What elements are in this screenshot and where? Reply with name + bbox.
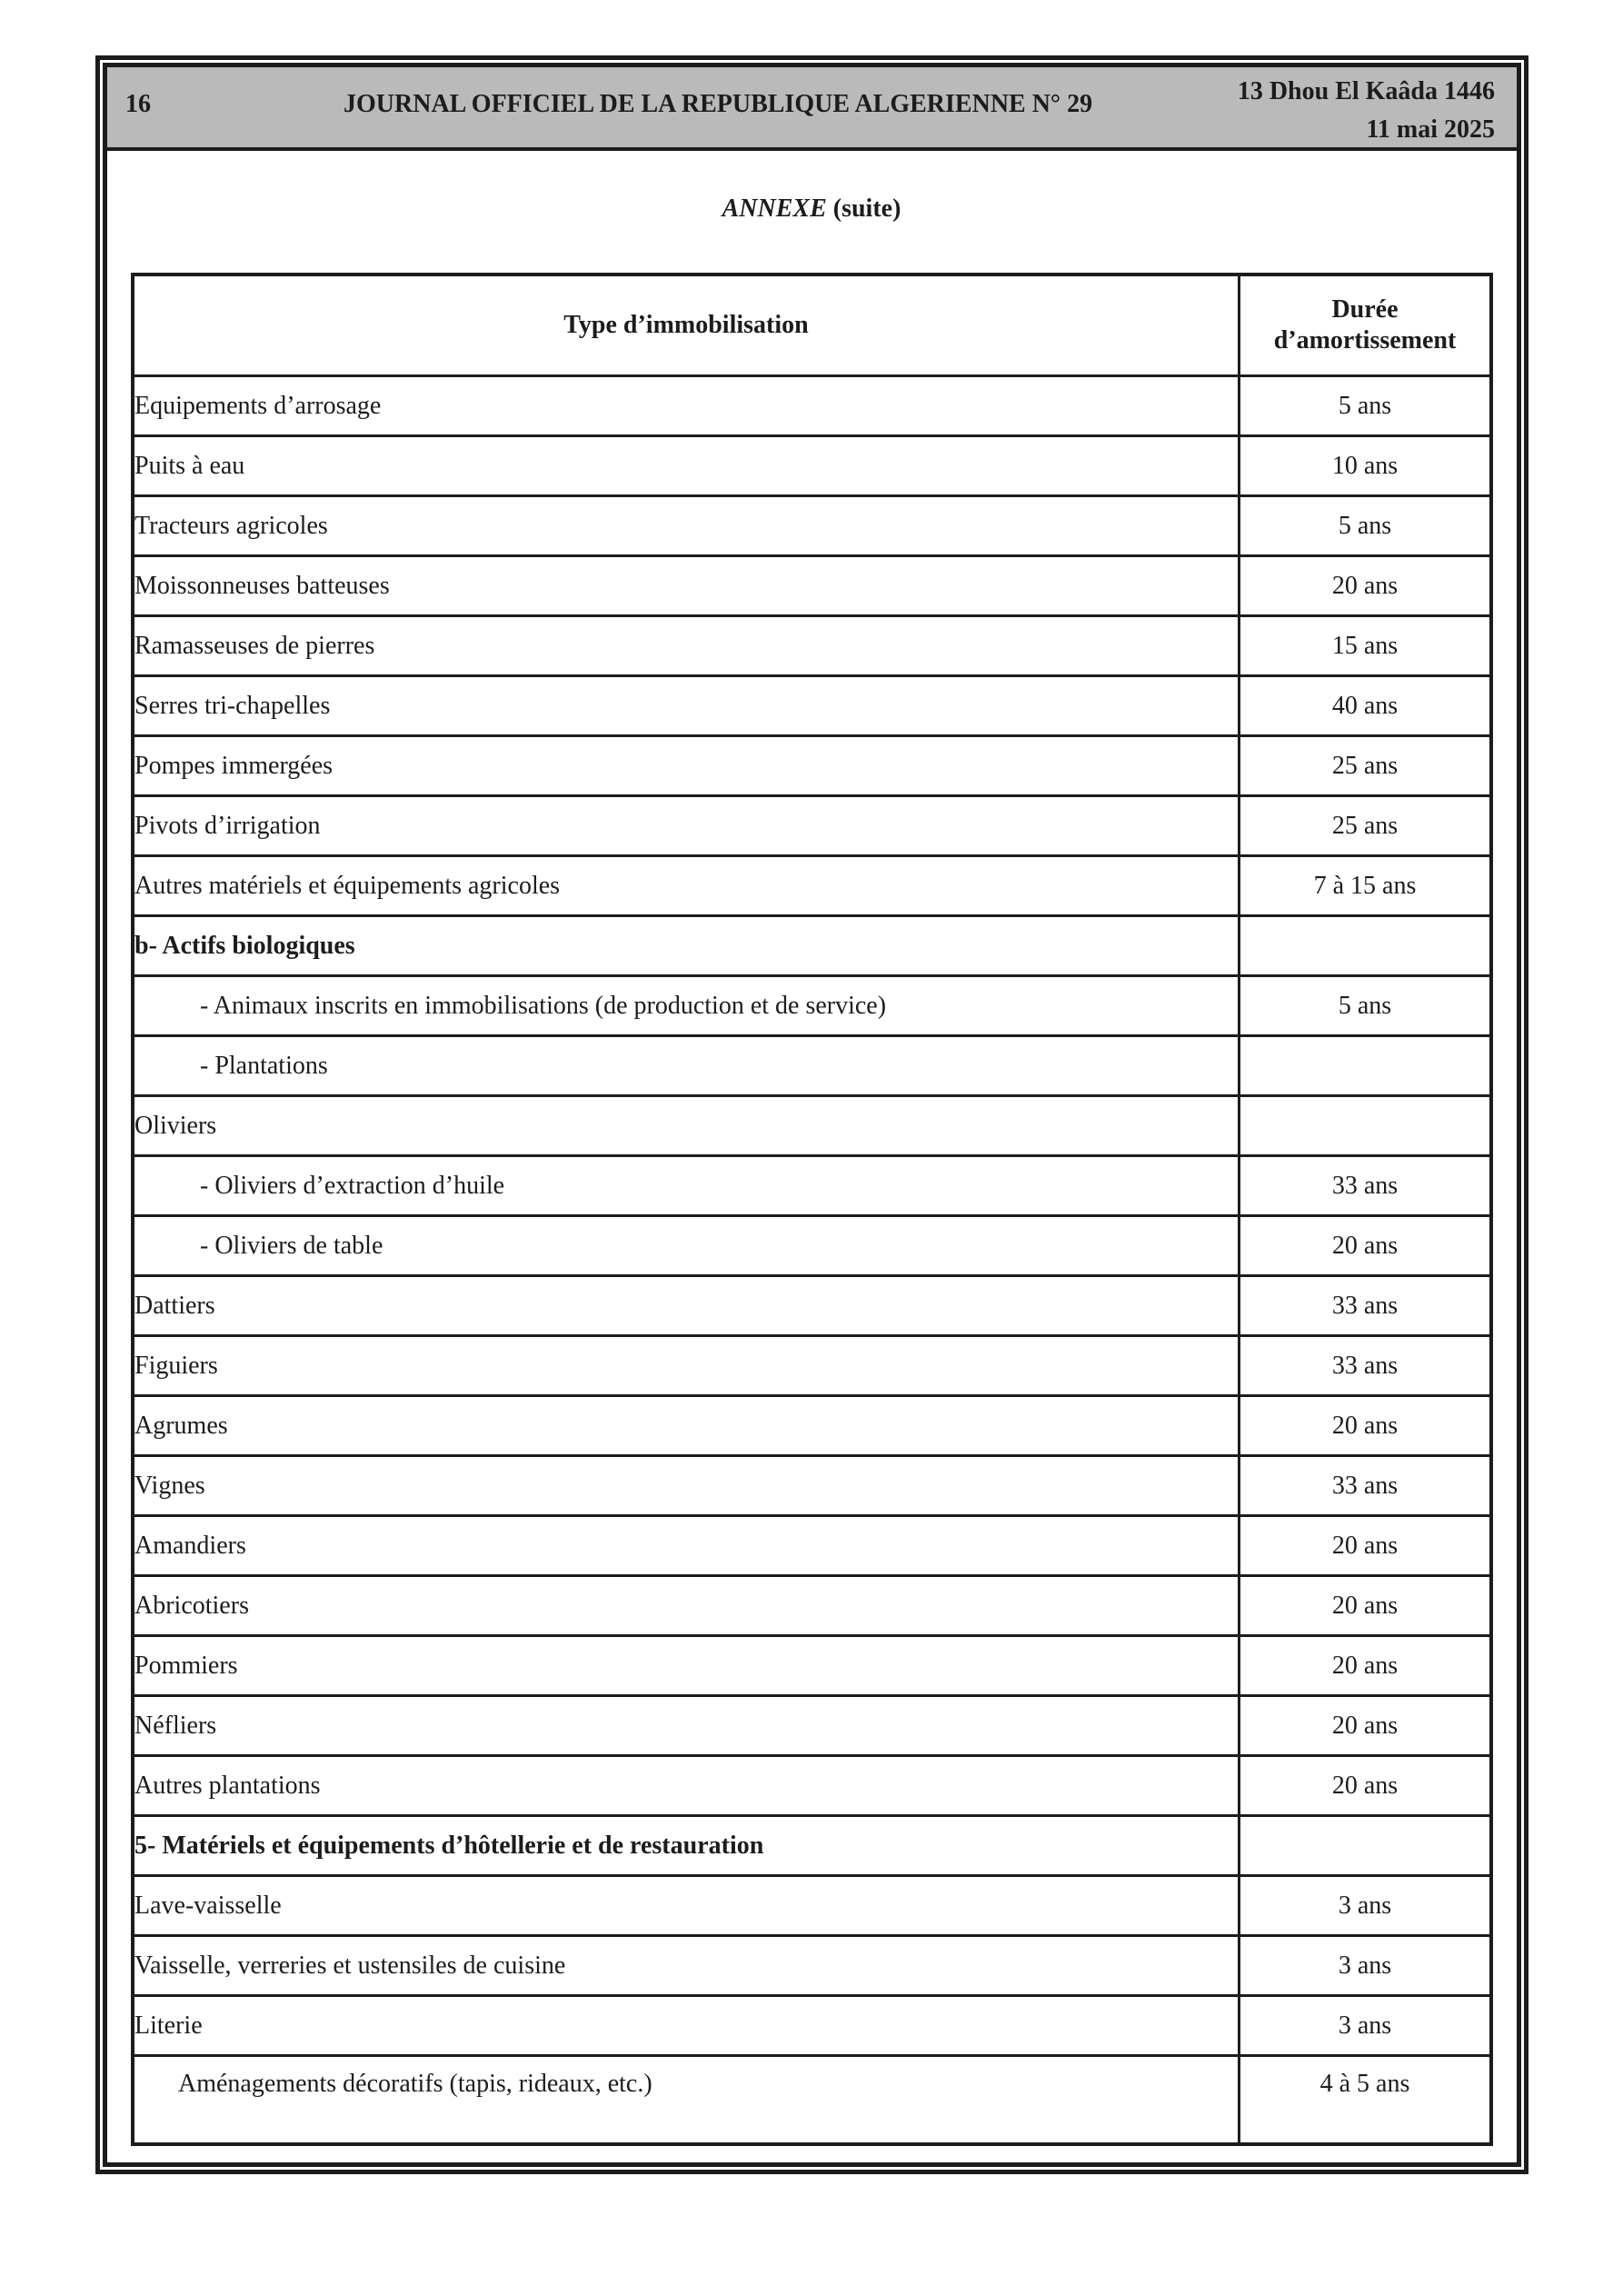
table-row [133, 1876, 1491, 1936]
row-type-cell: b- Actifs biologiques [133, 916, 1240, 976]
duree-line1: Durée [1331, 295, 1399, 324]
row-type-cell: Puits à eau [133, 436, 1240, 496]
row-type-cell: - Oliviers d’extraction d’huile [133, 1156, 1240, 1216]
row-duree-cell: 20 ans [1240, 1756, 1492, 1816]
table-row [133, 796, 1491, 856]
row-duree-cell [1240, 1096, 1492, 1156]
table-body [133, 376, 1491, 2145]
row-type-cell: Vaisselle, verreries et ustensiles de cuisine [133, 1936, 1240, 1996]
row-type-cell: Oliviers [133, 1096, 1240, 1156]
row-duree-cell: 25 ans [1240, 796, 1492, 856]
table-row [133, 1096, 1491, 1156]
table-row [133, 616, 1491, 676]
table-row [133, 1636, 1491, 1696]
row-type-cell: Figuiers [133, 1336, 1240, 1396]
table-row [133, 1696, 1491, 1756]
row-type-cell: Pompes immergées [133, 736, 1240, 796]
row-type-cell: Pommiers [133, 1636, 1240, 1696]
table-row [133, 1336, 1491, 1396]
row-type-cell: Autres matériels et équipements agricoles [133, 856, 1240, 916]
duree-line2: d’amortissement [1273, 326, 1457, 354]
row-type-cell: - Animaux inscrits en immobilisations (de production et de service) [133, 976, 1240, 1036]
row-duree-cell: 7 à 15 ans [1240, 856, 1492, 916]
table-row [133, 736, 1491, 796]
row-duree-cell: 25 ans [1240, 736, 1492, 796]
date-hijri: 13 Dhou El Kaâda 1446 [1237, 77, 1495, 105]
row-duree-cell: 5 ans [1240, 976, 1492, 1036]
row-type-cell: Dattiers [133, 1276, 1240, 1336]
depreciation-table [131, 273, 1493, 2146]
row-type-cell: Amandiers [133, 1516, 1240, 1576]
row-duree-cell: 3 ans [1240, 1936, 1492, 1996]
row-duree-cell [1240, 1036, 1492, 1096]
table-row [133, 1936, 1491, 1996]
header-dates [1238, 73, 1495, 149]
row-duree-cell: 20 ans [1240, 1396, 1492, 1456]
row-type-cell: Abricotiers [133, 1576, 1240, 1636]
table-row [133, 1756, 1491, 1816]
table-row [133, 2056, 1491, 2145]
date-gregorian: 11 mai 2025 [1366, 115, 1495, 144]
table-row [133, 1276, 1491, 1336]
journal-title: JOURNAL OFFICIEL DE LA REPUBLIQUE ALGERIENNE N° 29 [344, 90, 1093, 118]
table-row [133, 1816, 1491, 1876]
row-duree-cell: 5 ans [1240, 376, 1492, 436]
row-duree-cell: 33 ans [1240, 1336, 1492, 1396]
row-duree-cell [1240, 916, 1492, 976]
table-row [133, 556, 1491, 616]
row-duree-cell: 20 ans [1240, 1696, 1492, 1756]
page-number: 16 [125, 90, 151, 118]
row-type-cell: Aménagements décoratifs (tapis, rideaux, etc.) [133, 2056, 1240, 2145]
row-duree-cell: 3 ans [1240, 1876, 1492, 1936]
table-row [133, 1516, 1491, 1576]
table-row [133, 1576, 1491, 1636]
row-type-cell: Moissonneuses batteuses [133, 556, 1240, 616]
table-row [133, 496, 1491, 556]
row-type-cell: Néfliers [133, 1696, 1240, 1756]
row-duree-cell: 33 ans [1240, 1456, 1492, 1516]
table-row [133, 1396, 1491, 1456]
column-header-type: Type d’immobilisation [133, 275, 1240, 376]
row-duree-cell: 33 ans [1240, 1156, 1492, 1216]
annexe-title [0, 195, 1623, 224]
table-row [133, 1456, 1491, 1516]
table-header-row [133, 275, 1491, 376]
row-duree-cell: 4 à 5 ans [1240, 2056, 1492, 2145]
row-duree-cell: 40 ans [1240, 676, 1492, 736]
row-duree-cell: 20 ans [1240, 1516, 1492, 1576]
row-type-cell: Autres plantations [133, 1756, 1240, 1816]
table-row [133, 916, 1491, 976]
table-row [133, 1996, 1491, 2056]
row-type-cell: Tracteurs agricoles [133, 496, 1240, 556]
row-type-cell: Equipements d’arrosage [133, 376, 1240, 436]
row-duree-cell: 5 ans [1240, 496, 1492, 556]
row-duree-cell: 20 ans [1240, 1576, 1492, 1636]
table-row [133, 1156, 1491, 1216]
column-header-duree [1240, 275, 1492, 376]
journal-header [107, 67, 1517, 151]
row-type-cell: Literie [133, 1996, 1240, 2056]
table-row [133, 1036, 1491, 1096]
annexe-title-suffix: (suite) [826, 195, 901, 223]
table-row [133, 676, 1491, 736]
table-row [133, 1216, 1491, 1276]
row-duree-cell: 10 ans [1240, 436, 1492, 496]
annexe-title-italic: ANNEXE [722, 195, 827, 223]
row-type-cell: Serres tri-chapelles [133, 676, 1240, 736]
row-duree-cell: 33 ans [1240, 1276, 1492, 1336]
table-row [133, 856, 1491, 916]
table-row [133, 436, 1491, 496]
row-duree-cell: 15 ans [1240, 616, 1492, 676]
row-type-cell: - Oliviers de table [133, 1216, 1240, 1276]
table-row [133, 976, 1491, 1036]
row-type-cell: Vignes [133, 1456, 1240, 1516]
row-duree-cell: 20 ans [1240, 1636, 1492, 1696]
row-duree-cell: 3 ans [1240, 1996, 1492, 2056]
row-type-cell: Ramasseuses de pierres [133, 616, 1240, 676]
row-type-cell: 5- Matériels et équipements d’hôtellerie et de restauration [133, 1816, 1240, 1876]
row-type-cell: Agrumes [133, 1396, 1240, 1456]
row-type-cell: Pivots d’irrigation [133, 796, 1240, 856]
row-duree-cell [1240, 1816, 1492, 1876]
row-type-cell: Lave-vaisselle [133, 1876, 1240, 1936]
row-type-cell: - Plantations [133, 1036, 1240, 1096]
row-duree-cell: 20 ans [1240, 556, 1492, 616]
table-row [133, 376, 1491, 436]
row-duree-cell: 20 ans [1240, 1216, 1492, 1276]
